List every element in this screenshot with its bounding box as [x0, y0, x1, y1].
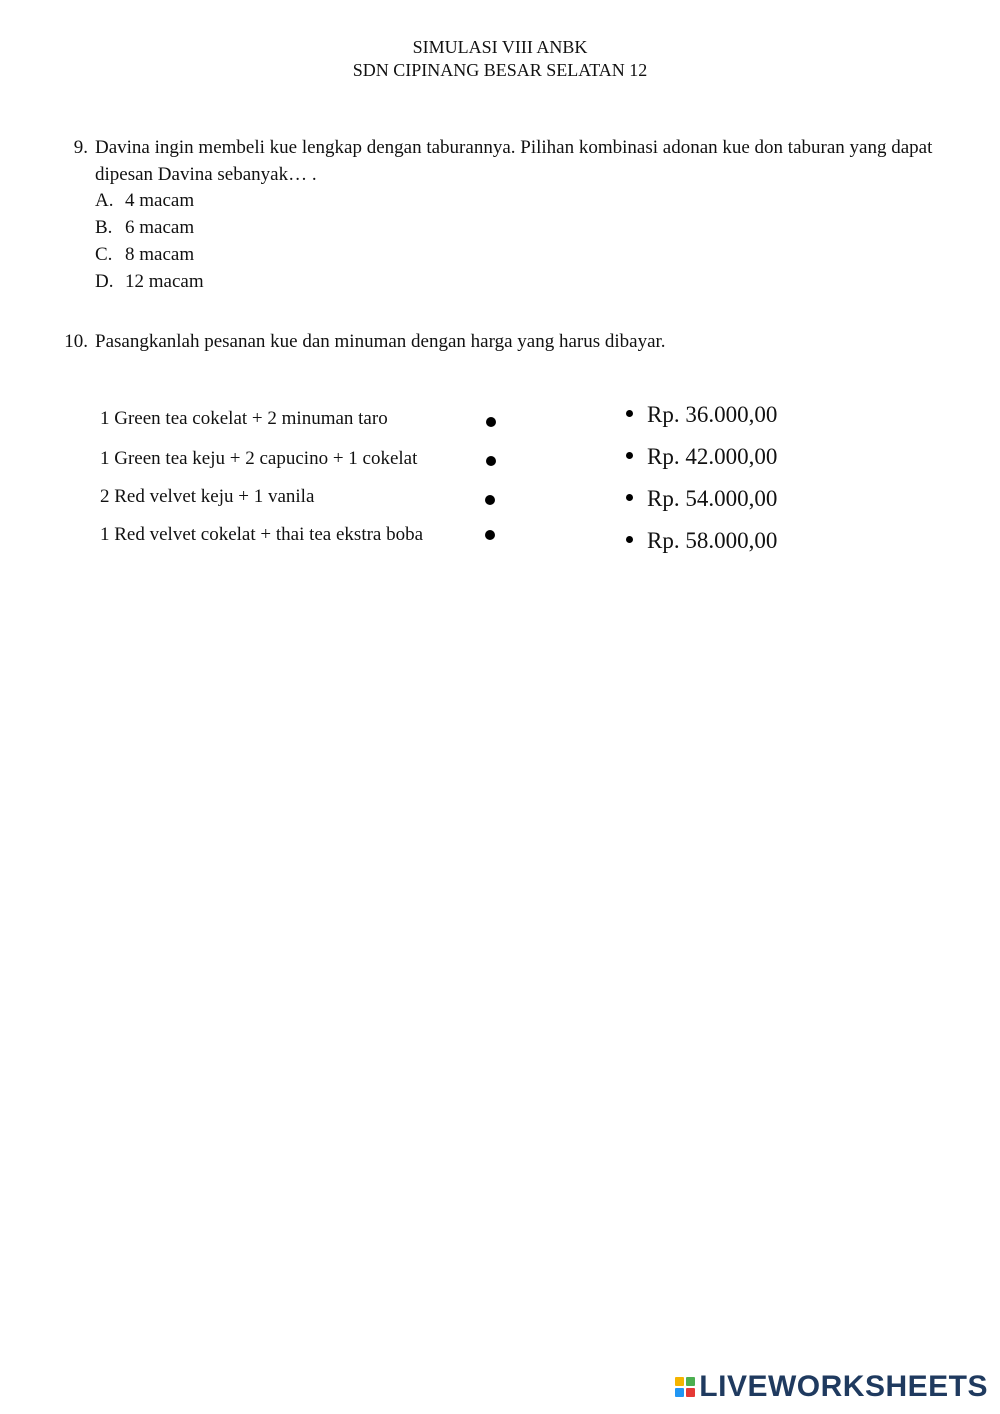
- price-label: Rp. 58.000,00: [647, 528, 778, 553]
- logo-square: [686, 1377, 695, 1386]
- question-number: 9.: [73, 137, 88, 158]
- option-b[interactable]: [95, 214, 204, 241]
- question-number: 10.: [64, 331, 88, 352]
- match-left-dot-4[interactable]: [485, 530, 495, 540]
- option-d[interactable]: [95, 268, 204, 295]
- option-text: 4 macam: [125, 190, 195, 211]
- match-left-dot-1[interactable]: [486, 417, 496, 427]
- logo-grid-icon: [675, 1377, 695, 1397]
- match-right-dot[interactable]: [626, 410, 633, 417]
- match-right-item-2[interactable]: [626, 444, 777, 470]
- option-a[interactable]: [95, 187, 204, 214]
- question-text: Davina ingin membeli kue lengkap dengan taburannya. Pilihan kombinasi adonan kue don taburan yang dapat dipesan Davina sebanyak… .: [95, 137, 933, 185]
- match-right-dot[interactable]: [626, 536, 633, 543]
- match-left-item-2: 1 Green tea keju + 2 capucino + 1 cokelat: [100, 448, 418, 469]
- match-left-item-3: 2 Red velvet keju + 1 vanila: [100, 486, 315, 507]
- match-right-item-4[interactable]: [626, 528, 777, 554]
- header-school: SDN CIPINANG BESAR SELATAN 12: [352, 60, 648, 80]
- match-right-dot[interactable]: [626, 452, 633, 459]
- question-text: Pasangkanlah pesanan kue dan minuman dengan harga yang harus dibayar.: [95, 331, 666, 352]
- match-left-dot-3[interactable]: [485, 495, 495, 505]
- page-header: [0, 36, 1000, 82]
- option-text: 12 macam: [125, 271, 204, 292]
- option-text: 6 macam: [125, 217, 195, 238]
- match-left-item-1: 1 Green tea cokelat + 2 minuman taro: [100, 408, 388, 429]
- liveworksheets-logo: [675, 1370, 988, 1404]
- header-title: SIMULASI VIII ANBK: [412, 37, 588, 57]
- answer-options: [95, 187, 204, 295]
- price-label: Rp. 36.000,00: [647, 402, 778, 427]
- match-left-dot-2[interactable]: [486, 456, 496, 466]
- match-right-item-3[interactable]: [626, 486, 777, 512]
- logo-square: [686, 1388, 695, 1397]
- logo-square: [675, 1388, 684, 1397]
- option-c[interactable]: [95, 241, 204, 268]
- option-letter: A.: [95, 190, 114, 211]
- option-letter: D.: [95, 271, 114, 292]
- price-label: Rp. 42.000,00: [647, 444, 778, 469]
- logo-text: LIVEWORKSHEETS: [699, 1370, 988, 1403]
- option-text: 8 macam: [125, 244, 195, 265]
- match-right-dot[interactable]: [626, 494, 633, 501]
- option-letter: B.: [95, 217, 113, 238]
- option-letter: C.: [95, 244, 113, 265]
- match-right-item-1[interactable]: [626, 402, 777, 428]
- logo-square: [675, 1377, 684, 1386]
- price-label: Rp. 54.000,00: [647, 486, 778, 511]
- match-left-item-4: 1 Red velvet cokelat + thai tea ekstra boba: [100, 524, 424, 545]
